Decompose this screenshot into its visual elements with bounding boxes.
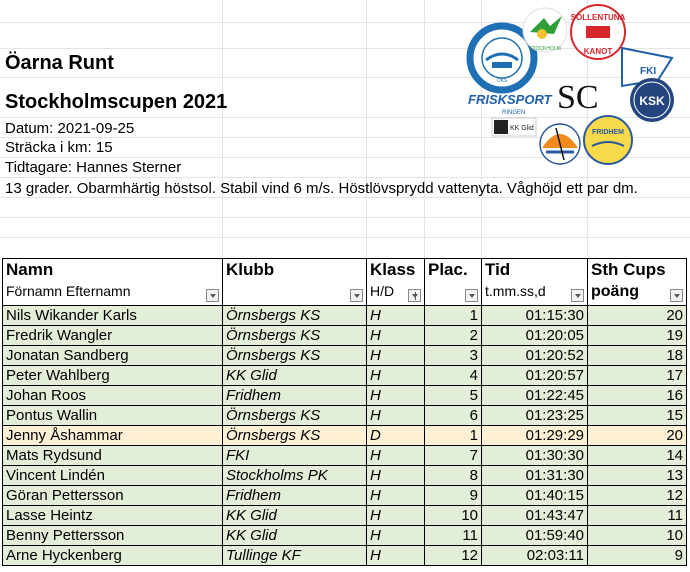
cell-klass[interactable]: H bbox=[367, 486, 425, 506]
col-subheader-tid bbox=[482, 282, 588, 306]
timer-line: Tidtagare: Hannes Sterner bbox=[5, 159, 182, 176]
ksk-logo bbox=[630, 78, 674, 122]
cell-club[interactable]: KK Glid bbox=[223, 366, 367, 386]
kkglid-text: KK Glid bbox=[510, 125, 534, 132]
col-header-tid: Tid bbox=[482, 259, 588, 283]
filter-dropdown-points[interactable] bbox=[670, 289, 683, 302]
sort-filter-dropdown-klass[interactable] bbox=[408, 289, 421, 302]
cell-tid[interactable]: 01:20:57 bbox=[482, 366, 588, 386]
col-subheader-plac bbox=[425, 282, 482, 306]
cell-points[interactable]: 16 bbox=[588, 386, 687, 406]
cell-klass[interactable]: D bbox=[367, 426, 425, 446]
fridhem-text: FRIDHEM bbox=[592, 129, 624, 136]
cell-tid[interactable]: 01:30:30 bbox=[482, 446, 588, 466]
cell-name[interactable]: Göran Pettersson bbox=[3, 486, 223, 506]
cell-tid[interactable]: 01:40:15 bbox=[482, 486, 588, 506]
sc-text: SC bbox=[557, 79, 599, 116]
sollentuna-kanot-logo bbox=[571, 5, 626, 59]
sc-logo bbox=[557, 79, 599, 116]
col-header-name: Namn bbox=[3, 259, 223, 283]
cell-name[interactable]: Nils Wikander Karls bbox=[3, 306, 223, 326]
cell-club[interactable]: KK Glid bbox=[223, 526, 367, 546]
date-line: Datum: 2021-09-25 bbox=[5, 120, 135, 137]
sollentuna-text: SOLLENTUNA bbox=[570, 13, 626, 22]
cell-name[interactable]: Pontus Wallin bbox=[3, 406, 223, 426]
page-subtitle: Stockholmscupen 2021 bbox=[5, 91, 228, 113]
table-row[interactable] bbox=[3, 446, 687, 466]
cell-club[interactable]: Örnsbergs KS bbox=[223, 346, 367, 366]
cell-club[interactable]: Fridhem bbox=[223, 386, 367, 406]
cell-club[interactable]: Fridhem bbox=[223, 486, 367, 506]
cell-tid[interactable]: 02:03:11 bbox=[482, 546, 588, 566]
cell-tid[interactable]: 01:43:47 bbox=[482, 506, 588, 526]
col-header-klass: Klass bbox=[367, 259, 425, 283]
cell-plac[interactable]: 1 bbox=[425, 306, 482, 326]
cell-plac[interactable]: 4 bbox=[425, 366, 482, 386]
cell-klass[interactable]: H bbox=[367, 346, 425, 366]
cell-points[interactable]: 20 bbox=[588, 426, 687, 446]
cell-klass[interactable]: H bbox=[367, 466, 425, 486]
ksk-text: KSK bbox=[639, 94, 665, 108]
filter-dropdown-tid[interactable] bbox=[571, 289, 584, 302]
results-table bbox=[2, 258, 687, 566]
cell-tid[interactable]: 01:29:29 bbox=[482, 426, 588, 446]
cell-plac[interactable]: 8 bbox=[425, 466, 482, 486]
cell-plac[interactable]: 5 bbox=[425, 386, 482, 406]
cell-plac[interactable]: 9 bbox=[425, 486, 482, 506]
cell-name[interactable]: Jonatan Sandberg bbox=[3, 346, 223, 366]
col-header-points: Sth Cups bbox=[588, 259, 687, 283]
cell-club[interactable]: KK Glid bbox=[223, 506, 367, 526]
cell-klass[interactable]: H bbox=[367, 526, 425, 546]
frisksport-logo bbox=[468, 92, 553, 116]
cell-klass[interactable]: H bbox=[367, 546, 425, 566]
cell-points[interactable]: 9 bbox=[588, 546, 687, 566]
table-row[interactable] bbox=[3, 426, 687, 446]
ringen-text: RINGEN bbox=[502, 110, 526, 116]
cell-klass[interactable]: H bbox=[367, 386, 425, 406]
fki-text: FKI bbox=[640, 66, 657, 77]
table-row[interactable] bbox=[3, 546, 687, 566]
cell-name[interactable]: Lasse Heintz bbox=[3, 506, 223, 526]
cell-klass[interactable]: H bbox=[367, 446, 425, 466]
club-logos-graphic bbox=[462, 2, 690, 172]
cell-klass[interactable]: H bbox=[367, 326, 425, 346]
col-subheader-points bbox=[588, 282, 687, 306]
svg-text:ÖKS: ÖKS bbox=[496, 78, 508, 84]
cell-points[interactable]: 17 bbox=[588, 366, 687, 386]
kanot-text: KANOT bbox=[583, 47, 613, 56]
cell-plac[interactable]: 2 bbox=[425, 326, 482, 346]
cell-points[interactable]: 11 bbox=[588, 506, 687, 526]
klass-subheader-label: H/D bbox=[370, 283, 395, 299]
gridline bbox=[424, 0, 425, 258]
cell-plac[interactable]: 7 bbox=[425, 446, 482, 466]
table-row[interactable] bbox=[3, 386, 687, 406]
cell-club[interactable]: Tullinge KF bbox=[223, 546, 367, 566]
club-logos bbox=[462, 2, 690, 172]
cell-name[interactable]: Mats Rydsund bbox=[3, 446, 223, 466]
cell-name[interactable]: Jenny Åshammar bbox=[3, 426, 223, 446]
cell-tid[interactable]: 01:22:45 bbox=[482, 386, 588, 406]
cell-club[interactable]: FKI bbox=[223, 446, 367, 466]
cell-tid[interactable]: 01:31:30 bbox=[482, 466, 588, 486]
frisksport-text: FRISKSPORT bbox=[468, 92, 552, 107]
cell-club[interactable]: Örnsbergs KS bbox=[223, 306, 367, 326]
col-subheader-klass bbox=[367, 282, 425, 306]
stockholm-pk-logo bbox=[523, 8, 567, 52]
cell-tid[interactable]: 01:20:52 bbox=[482, 346, 588, 366]
table-row[interactable] bbox=[3, 506, 687, 526]
cell-name[interactable]: Johan Roos bbox=[3, 386, 223, 406]
cell-tid[interactable]: 01:20:05 bbox=[482, 326, 588, 346]
cell-tid[interactable]: 01:59:40 bbox=[482, 526, 588, 546]
cell-tid[interactable]: 01:15:30 bbox=[482, 306, 588, 326]
cell-points[interactable]: 15 bbox=[588, 406, 687, 426]
page-title: Öarna Runt bbox=[5, 52, 114, 74]
cell-points[interactable]: 10 bbox=[588, 526, 687, 546]
cell-points[interactable]: 13 bbox=[588, 466, 687, 486]
table-row[interactable] bbox=[3, 366, 687, 386]
col-header-plac: Plac. bbox=[425, 259, 482, 283]
cell-name[interactable]: Benny Pettersson bbox=[3, 526, 223, 546]
cell-club[interactable]: Örnsbergs KS bbox=[223, 426, 367, 446]
filter-dropdown-name[interactable] bbox=[206, 289, 219, 302]
table-row[interactable] bbox=[3, 406, 687, 426]
table-row[interactable] bbox=[3, 346, 687, 366]
fridhem-logo bbox=[584, 116, 632, 164]
filter-dropdown-club[interactable] bbox=[350, 289, 363, 302]
paddler-badge-logo bbox=[540, 124, 580, 164]
kk-glid-logo bbox=[492, 118, 536, 136]
cell-club[interactable]: Örnsbergs KS bbox=[223, 406, 367, 426]
cell-klass[interactable]: H bbox=[367, 406, 425, 426]
distance-line: Sträcka i km: 15 bbox=[5, 139, 113, 156]
cell-points[interactable]: 18 bbox=[588, 346, 687, 366]
cell-points[interactable]: 19 bbox=[588, 326, 687, 346]
table-row[interactable] bbox=[3, 466, 687, 486]
table-row[interactable] bbox=[3, 306, 687, 326]
cell-points[interactable]: 20 bbox=[588, 306, 687, 326]
stockholm-text: STOCKHOLM bbox=[529, 46, 561, 52]
cell-plac[interactable]: 11 bbox=[425, 526, 482, 546]
cell-name[interactable]: Vincent Lindén bbox=[3, 466, 223, 486]
results-body bbox=[3, 306, 687, 566]
cell-klass[interactable]: H bbox=[367, 506, 425, 526]
points-subheader-label: poäng bbox=[591, 283, 639, 300]
cell-name[interactable]: Arne Hyckenberg bbox=[3, 546, 223, 566]
cell-plac[interactable]: 12 bbox=[425, 546, 482, 566]
cell-points[interactable]: 12 bbox=[588, 486, 687, 506]
cell-club[interactable]: Stockholms PK bbox=[223, 466, 367, 486]
cell-klass[interactable]: H bbox=[367, 366, 425, 386]
cell-plac[interactable]: 6 bbox=[425, 406, 482, 426]
cell-club[interactable]: Örnsbergs KS bbox=[223, 326, 367, 346]
cell-klass[interactable]: H bbox=[367, 306, 425, 326]
cell-tid[interactable]: 01:23:25 bbox=[482, 406, 588, 426]
cell-plac[interactable]: 10 bbox=[425, 506, 482, 526]
cell-plac[interactable]: 3 bbox=[425, 346, 482, 366]
cell-plac[interactable]: 1 bbox=[425, 426, 482, 446]
cell-name[interactable]: Fredrik Wangler bbox=[3, 326, 223, 346]
tid-subheader-label: t.mm.ss,d bbox=[485, 283, 546, 299]
gridline bbox=[366, 0, 367, 258]
col-subheader-name bbox=[3, 282, 223, 306]
cell-name[interactable]: Peter Wahlberg bbox=[3, 366, 223, 386]
cell-points[interactable]: 14 bbox=[588, 446, 687, 466]
col-subheader-club bbox=[223, 282, 367, 306]
table-row[interactable] bbox=[3, 486, 687, 506]
table-row[interactable] bbox=[3, 526, 687, 546]
name-subheader-label: Förnamn Efternamn bbox=[6, 283, 131, 299]
filter-dropdown-plac[interactable] bbox=[465, 289, 478, 302]
weather-line: 13 grader. Obarmhärtig höstsol. Stabil vind 6 m/s. Höstlövsprydd vattenyta. Våghöjd ett par dm. bbox=[5, 180, 638, 197]
gridline bbox=[222, 0, 223, 258]
table-row[interactable] bbox=[3, 326, 687, 346]
col-header-club: Klubb bbox=[223, 259, 367, 283]
